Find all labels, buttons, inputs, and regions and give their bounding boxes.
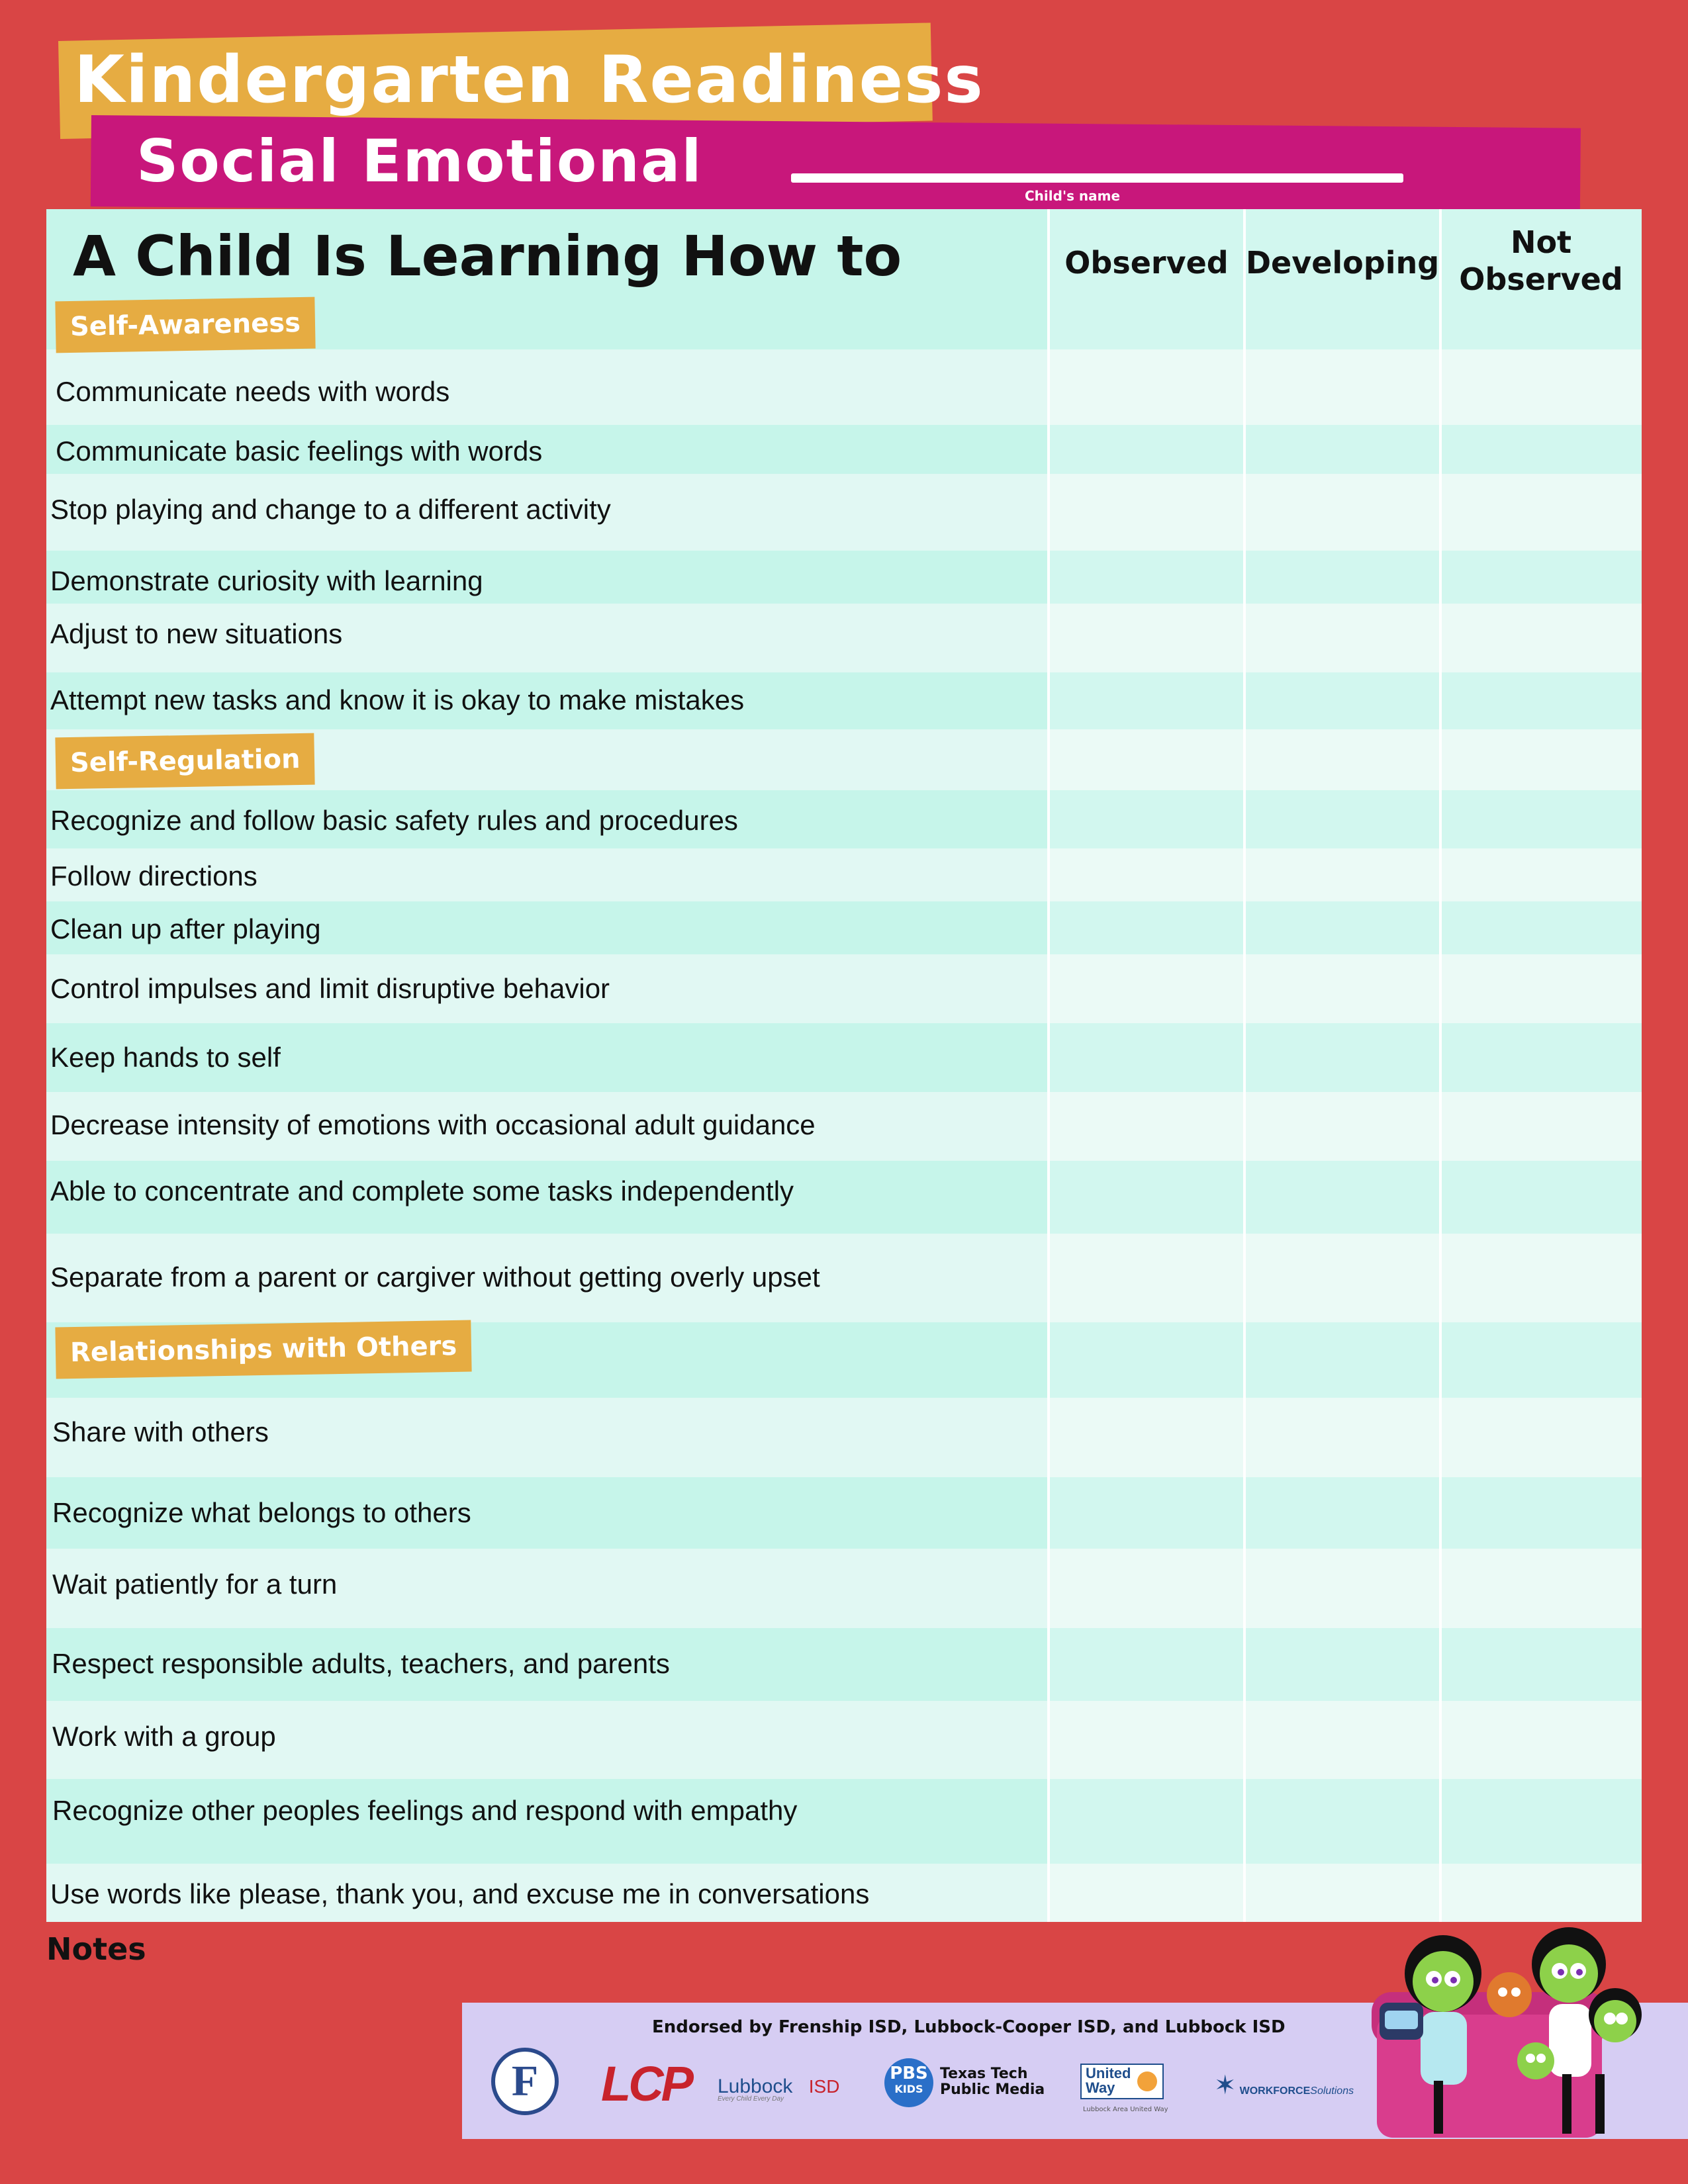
table-row [46, 604, 1642, 672]
notes-label: Notes [46, 1931, 146, 1967]
not-observed-cell[interactable] [1440, 1701, 1642, 1779]
not-observed-cell[interactable] [1440, 1161, 1642, 1234]
developing-cell[interactable] [1244, 901, 1440, 954]
table-row [46, 1092, 1642, 1161]
item-text: Keep hands to self [50, 1042, 281, 1073]
observed-cell[interactable] [1049, 1234, 1244, 1322]
baby-eye [1526, 2054, 1535, 2063]
not-observed-cell[interactable] [1440, 672, 1642, 729]
developing-cell[interactable] [1244, 425, 1440, 474]
table-row [46, 551, 1642, 604]
item-text: Adjust to new situations [50, 618, 343, 649]
item-text: Follow directions [50, 860, 258, 891]
not-observed-cell[interactable] [1440, 1023, 1642, 1092]
workforce-text: WORKFORCE [1239, 2085, 1311, 2097]
character-pupil [1432, 1977, 1438, 1983]
dog-eye [1498, 1987, 1507, 1997]
not-observed-cell[interactable] [1440, 954, 1642, 1023]
section-label-relationships: Relationships with Others [55, 1320, 472, 1379]
developing-cell[interactable] [1244, 1628, 1440, 1701]
table-row [46, 1864, 1642, 1922]
item-text: Work with a group [52, 1721, 276, 1752]
character-face [1413, 1951, 1474, 2012]
developing-cell[interactable] [1244, 349, 1440, 425]
united-way-logo [1080, 2064, 1164, 2099]
not-observed-cell[interactable] [1440, 790, 1642, 848]
table-row [46, 1161, 1642, 1234]
united-way-tagline: Lubbock Area United Way [1083, 2106, 1168, 2113]
dog-eye [1511, 1987, 1521, 1997]
endorsement-text: Endorsed by Frenship ISD, Lubbock-Cooper ISD, and Lubbock ISD [652, 2017, 1286, 2037]
developing-cell[interactable] [1244, 1549, 1440, 1628]
developing-cell[interactable] [1244, 1701, 1440, 1779]
not-observed-cell[interactable] [1440, 901, 1642, 954]
column-divider [1439, 209, 1442, 1922]
character-leg [1434, 2081, 1443, 2134]
section-label-self-awareness: Self-Awareness [55, 297, 315, 353]
table-row [46, 1779, 1642, 1864]
table-row [46, 901, 1642, 954]
developing-cell[interactable] [1244, 1477, 1440, 1549]
not-observed-cell[interactable] [1440, 1398, 1642, 1477]
observed-cell[interactable] [1049, 604, 1244, 672]
baby-face [1517, 2042, 1554, 2079]
character-pupil [1576, 1969, 1583, 1976]
not-observed-cell[interactable] [1440, 1477, 1642, 1549]
item-text: Stop playing and change to a different activity [50, 494, 611, 525]
table-row [46, 425, 1642, 474]
developing-cell[interactable] [1244, 604, 1440, 672]
item-text: Decrease intensity of emotions with occasional adult guidance [50, 1109, 816, 1140]
observed-cell[interactable] [1049, 551, 1244, 604]
lubbock-logo-text: Lubbock [718, 2075, 793, 2097]
item-text: Communicate needs with words [56, 376, 450, 407]
not-observed-cell[interactable] [1440, 1234, 1642, 1322]
character-eye [1604, 2013, 1616, 2025]
column-header-developing: Developing [1245, 245, 1440, 281]
developing-cell[interactable] [1244, 790, 1440, 848]
observed-cell[interactable] [1049, 1398, 1244, 1477]
item-text: Control impulses and limit disruptive behavior [50, 973, 610, 1004]
not-observed-cell[interactable] [1440, 551, 1642, 604]
character-pupil [1558, 1969, 1564, 1976]
developing-cell[interactable] [1244, 551, 1440, 604]
observed-cell[interactable] [1049, 790, 1244, 848]
not-observed-cell[interactable] [1440, 349, 1642, 425]
item-text: Respect responsible adults, teachers, and parents [52, 1648, 670, 1679]
page-title: Kindergarten Readiness [74, 42, 984, 118]
developing-cell[interactable] [1244, 848, 1440, 901]
character-face [1540, 1944, 1598, 2003]
not-observed-cell[interactable] [1440, 1779, 1642, 1864]
character-leg [1595, 2074, 1605, 2134]
item-text: Use words like please, thank you, and excuse me in conversations [50, 1878, 870, 1909]
table-row [46, 672, 1642, 729]
united-way-text [1086, 2066, 1131, 2095]
not-observed-cell[interactable] [1440, 425, 1642, 474]
item-text: Recognize and follow basic safety rules and procedures [50, 805, 738, 836]
table-row [46, 474, 1642, 551]
table-row [46, 1628, 1642, 1701]
observed-cell[interactable] [1049, 1628, 1244, 1701]
item-text: Separate from a parent or cargiver without getting overly upset [50, 1261, 820, 1293]
column-divider [1047, 209, 1050, 1922]
character-leg [1562, 2074, 1571, 2134]
observed-cell[interactable] [1049, 954, 1244, 1023]
texas-tech-logo [940, 2066, 1045, 2098]
observed-cell[interactable] [1049, 1477, 1244, 1549]
column-header-not-observed-line2: Observed [1459, 261, 1623, 297]
developing-cell[interactable] [1244, 1398, 1440, 1477]
observed-cell[interactable] [1049, 1161, 1244, 1234]
table-row [46, 1234, 1642, 1322]
developing-cell[interactable] [1244, 954, 1440, 1023]
solutions-text: Solutions [1310, 2085, 1354, 2097]
item-text: Able to concentrate and complete some tasks independently [50, 1175, 794, 1206]
item-text: Attempt new tasks and know it is okay to make mistakes [50, 684, 745, 715]
texas-tech-line1: Texas Tech [940, 2066, 1028, 2082]
pbs-kids-text: KIDS [894, 2083, 923, 2095]
character-body [1421, 2012, 1467, 2085]
character-body [1549, 2004, 1591, 2077]
workforce-solutions-logo [1214, 2070, 1354, 2101]
observed-cell[interactable] [1049, 1779, 1244, 1864]
developing-cell[interactable] [1244, 672, 1440, 729]
character-eye [1616, 2013, 1628, 2025]
table-row [46, 1477, 1642, 1549]
pbs-characters-illustration [1370, 1915, 1662, 2144]
character-pupil [1450, 1977, 1457, 1983]
section-label-self-regulation: Self-Regulation [55, 733, 315, 790]
developing-cell[interactable] [1244, 474, 1440, 551]
table-row [46, 790, 1642, 848]
column-header-observed: Observed [1064, 245, 1229, 281]
table-row [46, 1023, 1642, 1092]
robot-screen [1385, 2011, 1418, 2029]
observed-cell[interactable] [1049, 848, 1244, 901]
developing-cell[interactable] [1244, 1023, 1440, 1092]
developing-cell[interactable] [1244, 1161, 1440, 1234]
observed-cell[interactable] [1049, 1549, 1244, 1628]
not-observed-cell[interactable] [1440, 1092, 1642, 1161]
star-person-icon: ✶ [1214, 2070, 1237, 2101]
table-row [46, 349, 1642, 425]
item-text: Share with others [52, 1416, 269, 1447]
item-text: Demonstrate curiosity with learning [50, 565, 483, 596]
table-row [46, 954, 1642, 1023]
observed-cell[interactable] [1049, 1864, 1244, 1922]
developing-cell[interactable] [1244, 1092, 1440, 1161]
child-name-field[interactable] [791, 173, 1403, 183]
texas-tech-line2: Public Media [940, 2081, 1045, 2098]
column-divider [1243, 209, 1246, 1922]
item-text: Communicate basic feelings with words [56, 435, 543, 467]
item-text: Clean up after playing [50, 913, 321, 944]
observed-cell[interactable] [1049, 901, 1244, 954]
table-heading: A Child Is Learning How to [73, 224, 902, 289]
observed-cell[interactable] [1049, 1092, 1244, 1161]
item-text: Wait patiently for a turn [52, 1569, 338, 1600]
developing-cell[interactable] [1244, 1234, 1440, 1322]
observed-cell[interactable] [1049, 349, 1244, 425]
developing-cell[interactable] [1244, 1779, 1440, 1864]
baby-eye [1536, 2054, 1546, 2063]
child-name-label: Child's name [1025, 188, 1121, 204]
observed-cell[interactable] [1049, 425, 1244, 474]
dog-head [1487, 1972, 1532, 2017]
checklist-table [46, 209, 1642, 1922]
not-observed-cell[interactable] [1440, 604, 1642, 672]
lubbock-tagline: Every Child Every Day [718, 2095, 784, 2103]
table-row [46, 1398, 1642, 1477]
isd-logo-text: ISD [808, 2076, 840, 2097]
observed-cell[interactable] [1049, 672, 1244, 729]
united-way-hand-icon [1137, 2071, 1157, 2091]
not-observed-cell[interactable] [1440, 1628, 1642, 1701]
not-observed-cell[interactable] [1440, 848, 1642, 901]
lubbock-isd-logo [718, 2075, 839, 2103]
united-way-line2: Way [1086, 2079, 1115, 2096]
developing-cell[interactable] [1244, 1864, 1440, 1922]
not-observed-cell[interactable] [1440, 1864, 1642, 1922]
item-text: Recognize what belongs to others [52, 1497, 471, 1528]
lcp-logo: LCP [601, 2056, 691, 2111]
not-observed-cell[interactable] [1440, 1549, 1642, 1628]
observed-cell[interactable] [1049, 474, 1244, 551]
pbs-logo-text: PBS [890, 2064, 928, 2083]
united-way-line1: United [1086, 2065, 1131, 2081]
table-row [46, 848, 1642, 901]
table-row [46, 1701, 1642, 1779]
frenship-logo: F [491, 2048, 559, 2115]
observed-cell[interactable] [1049, 1023, 1244, 1092]
table-row [46, 1549, 1642, 1628]
column-header-not-observed-line1: Not [1510, 224, 1572, 260]
column-header-not-observed [1440, 224, 1642, 298]
not-observed-cell[interactable] [1440, 474, 1642, 551]
observed-cell[interactable] [1049, 1701, 1244, 1779]
page-subtitle: Social Emotional [136, 127, 703, 195]
item-text: Recognize other peoples feelings and respond with empathy [52, 1795, 798, 1826]
pbs-kids-logo [884, 2058, 933, 2107]
